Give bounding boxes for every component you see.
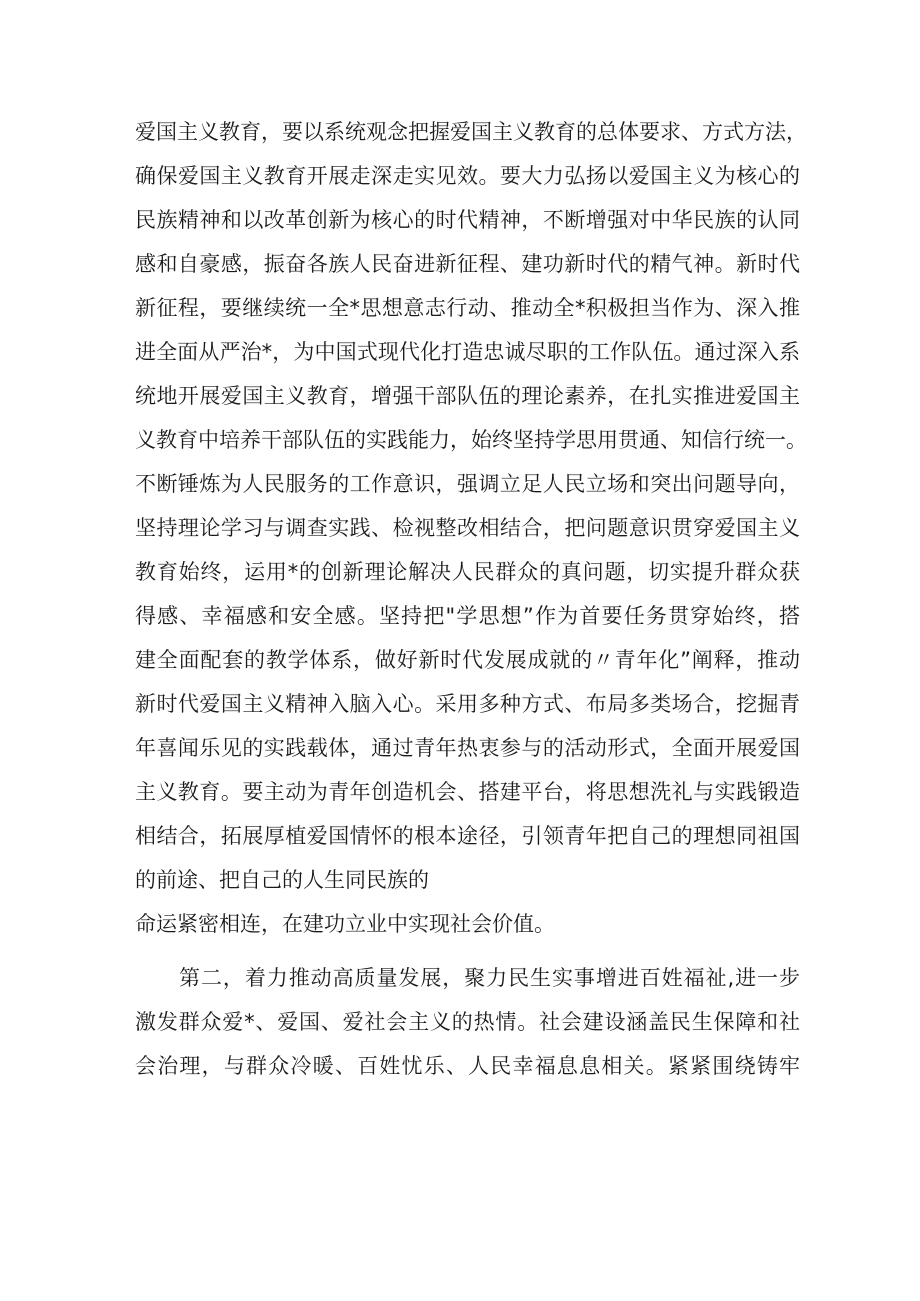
text-line: 的前途、把自己的人生同民族的	[135, 868, 429, 892]
body-text	[135, 110, 807, 1088]
text-line: 爱国主义教育，要以系统观念把握爱国主义教育的总体要求、方式方法，	[135, 120, 807, 144]
text-line: 建全面配套的教学体系，做好新时代发展成就的〃青年化”阐释，推动	[135, 648, 800, 672]
paragraph-gap	[135, 946, 800, 956]
text-line: 命运紧密相连，在建功立业中实现社会价值。	[135, 912, 555, 936]
text-line: 主义教育。要主动为青年创造机会、搭建平台，将思想洗礼与实践锻造	[135, 780, 800, 804]
paragraph-first-line: 第二，着力推动高质量发展，聚力民生实事增进百姓福祉,进一步	[179, 966, 800, 990]
text-line: 不断锤炼为人民服务的工作意识，强调立足人民立场和突出问题导向，	[135, 472, 800, 496]
text-line: 进全面从严治*，为中国式现代化打造忠诚尽职的工作队伍。通过深入系	[135, 340, 800, 364]
text-line: 会治理，与群众冷暖、百姓忧乐、人民幸福息息相关。紧紧围绕铸牢	[135, 1054, 800, 1078]
text-line: 坚持理论学习与调查实践、检视整改相结合，把问题意识贯穿爱国主义	[135, 516, 800, 540]
text-line: 新征程，要继续统一全*思想意志行动、推动全*积极担当作为、深入推	[135, 296, 800, 320]
text-line: 确保爱国主义教育开展走深走实见效。要大力弘扬以爱国主义为核心的	[135, 164, 800, 188]
text-line: 统地开展爱国主义教育，增强干部队伍的理论素养，在扎实推进爱国主	[135, 384, 800, 408]
text-line: 相结合，拓展厚植爱国情怀的根本途径，引领青年把自己的理想同祖国	[135, 824, 800, 848]
text-line: 义教育中培养干部队伍的实践能力，始终坚持学思用贯通、知信行统一。	[135, 428, 807, 452]
text-line: 得感、幸福感和安全感。坚持把"学思想”作为首要任务贯穿始终，搭	[135, 604, 800, 628]
text-line: 民族精神和以改革创新为核心的时代精神，不断增强对中华民族的认同	[135, 208, 800, 232]
text-line: 新时代爱国主义精神入脑入心。采用多种方式、布局多类场合，挖掘青	[135, 692, 800, 716]
text-line: 激发群众爱*、爱国、爱社会主义的热情。社会建设涵盖民生保障和社	[135, 1010, 800, 1034]
text-line: 年喜闻乐见的实践载体，通过青年热衷参与的活动形式，全面开展爱国	[135, 736, 800, 760]
text-line: 感和自豪感，振奋各族人民奋进新征程、建功新时代的精气神。新时代	[135, 252, 800, 276]
text-line: 教育始终，运用*的创新理论解决人民群众的真问题，切实提升群众获	[135, 560, 800, 584]
